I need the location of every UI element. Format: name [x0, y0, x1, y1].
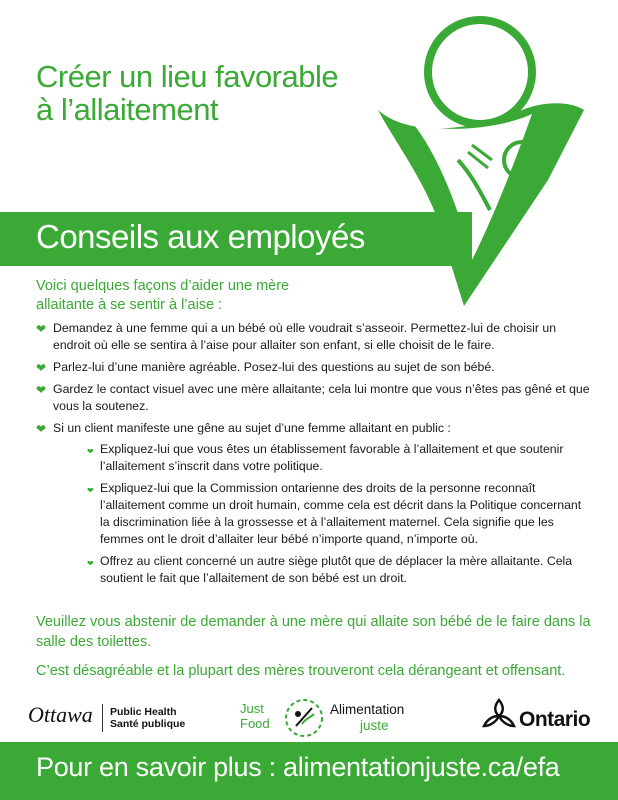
section-heading: Conseils aux employés	[36, 218, 365, 255]
public-health-en: Public Health	[110, 706, 177, 718]
just-food-emblem-icon	[282, 696, 326, 740]
heart-icon: ❤	[36, 322, 47, 336]
ottawa-logo: Ottawa	[28, 702, 93, 727]
public-health-fr: Santé publique	[110, 718, 186, 730]
juste-label: juste	[360, 718, 389, 733]
list-item	[36, 381, 592, 415]
heart-icon: ❤	[87, 447, 94, 456]
just-label: Just	[240, 701, 264, 716]
tips-list	[36, 320, 592, 592]
list-item	[87, 553, 592, 587]
public-health-label	[110, 706, 185, 730]
list-item	[36, 420, 592, 587]
alimentation-label: Alimentation	[330, 702, 405, 717]
heart-icon: ❤	[36, 422, 47, 436]
food-label: Food	[240, 716, 270, 731]
list-item	[87, 480, 592, 548]
closing-text	[36, 612, 596, 690]
title-line-1: Créer un lieu favorable	[36, 59, 339, 94]
list-item	[36, 320, 592, 354]
trillium-icon	[482, 698, 516, 732]
ontario-logo: Ontario	[519, 708, 591, 731]
title-line-2: à l’allaitement	[36, 92, 219, 127]
subtips-list	[53, 441, 592, 587]
heart-icon: ❤	[36, 383, 47, 397]
partner-logos	[0, 690, 618, 742]
heart-icon: ❤	[36, 361, 47, 375]
heart-icon: ❤	[87, 559, 94, 568]
intro-line-2: allaitante à se sentir à l’aise :	[36, 297, 223, 313]
intro-text	[36, 277, 336, 315]
closing-paragraph-2: C’est désagréable et la plupart des mères trouveront cela dérangeant et offensant.	[36, 663, 566, 679]
page-title	[36, 60, 338, 126]
footer-link[interactable]: Pour en savoir plus : alimentationjuste.ca/efa	[36, 752, 560, 782]
tip-text: Si un client manifeste une gêne au sujet d’une femme allaitant en public :	[53, 421, 451, 435]
divider	[102, 704, 103, 732]
heart-icon: ❤	[87, 486, 94, 495]
subtip-text: Offrez au client concerné un autre siège plutôt que de déplacer la mère allaitante. Cela soutient le fait que l’allaitement de son bébé est un droit.	[100, 554, 573, 585]
list-item	[87, 441, 592, 475]
subtip-text: Expliquez-lui que vous êtes un établissement favorable à l’allaitement et que soutenir l’allaitement s’inscrit dans votre politique.	[100, 442, 564, 473]
intro-line-1: Voici quelques façons d’aider une mère	[36, 278, 290, 294]
subtip-text: Expliquez-lui que la Commission ontarienne des droits de la personne reconnaît l’allaitement comme un droit humain, comme cela est décrit dans la Politique concernant la discrimination liée à la grossesse et à l’allaitement maternel. Cela signifie que les femmes ont le droit d’allaiter leur bébé n’importe quand, n’importe où.	[100, 481, 582, 546]
tip-text: Demandez à une femme qui a un bébé où elle voudrait s’asseoir. Permettez-lui de choisir un endroit où elle se sentira à l’aise pour allaiter son enfant, si elle choisit de le faire.	[53, 321, 557, 352]
tip-text: Parlez-lui d’une manière agréable. Posez-lui des questions au sujet de son bébé.	[53, 360, 495, 374]
tip-text: Gardez le contact visuel avec une mère allaitante; cela lui montre que vous n’êtes pas gêné et que vous la soutenez.	[53, 382, 590, 413]
list-item	[36, 359, 592, 376]
closing-paragraph-1: Veuillez vous abstenir de demander à une mère qui allaite son bébé de le faire dans la salle des toilettes.	[36, 614, 591, 650]
